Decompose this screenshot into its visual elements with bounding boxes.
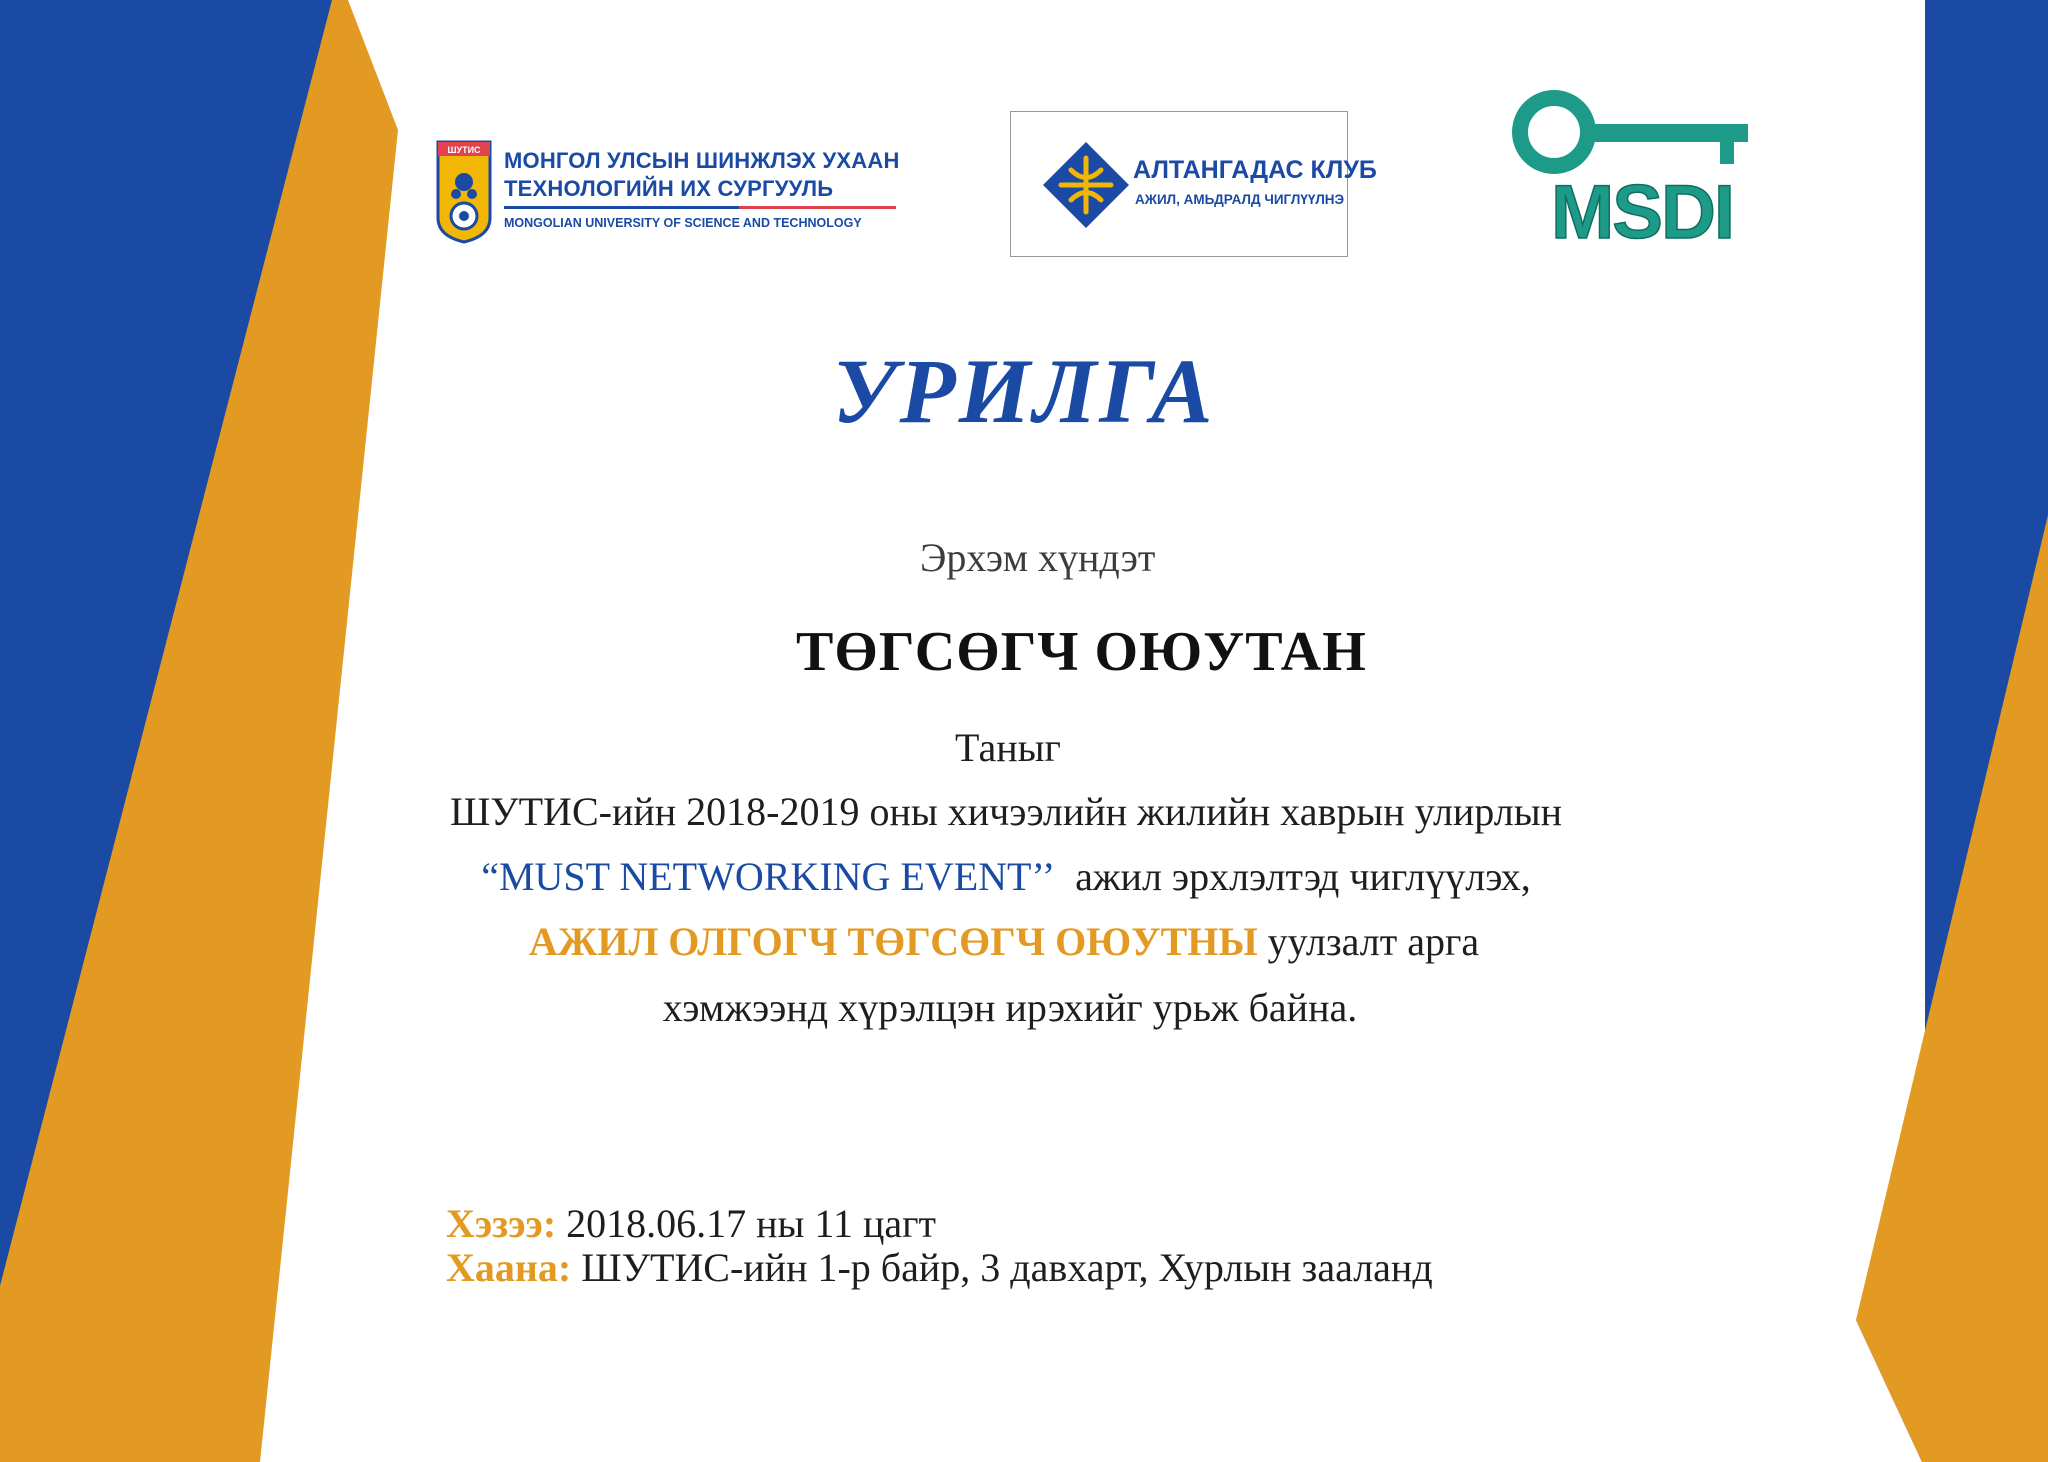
highlight-text: АЖИЛ ОЛГОГЧ ТӨГСӨГЧ ОЮУТНЫ [528,919,1258,964]
body-line-highlight [0,918,2028,965]
detail-where [446,1244,1433,1291]
altangadas-logo [1010,111,1377,257]
msdi-wordmark: MSDI [1551,170,1733,246]
where-label: Хаана: [446,1245,572,1290]
when-value: 2018.06.17 ны 11 цагт [566,1201,936,1246]
body-line-you: Таныг [955,725,1061,770]
must-name-english: MONGOLIAN UNIVERSITY OF SCIENCE AND TECHNOLOGY [504,216,862,230]
body-line-semester: ШУТИС-ийн 2018-2019 оны хичээлийн жилийн хаврын улирлын [449,789,1563,834]
key-shaft [1584,124,1748,142]
must-name-line-1: МОНГОЛ УЛСЫН ШИНЖЛЭХ УХААН [504,148,900,173]
must-logo [436,140,900,244]
body-line-event [0,853,2030,900]
when-label: Хэзээ: [446,1201,557,1246]
must-name-line-2: ТЕХНОЛОГИЙН ИХ СУРГУУЛЬ [504,176,834,201]
must-shield-icon [436,140,492,244]
highlight-suffix: уулзалт арга [1267,919,1480,964]
key-ring-icon [1520,98,1588,166]
altangadas-slogan: АЖИЛ, АМЬДРАЛД ЧИГЛҮҮЛНЭ [1135,192,1345,207]
invitation-title: УРИЛГА [832,340,1216,442]
must-divider [504,206,896,209]
must-badge-text: ШУТИС [447,145,481,155]
recipient: ТӨГСӨГЧ ОЮУТАН [796,621,1367,683]
event-suffix: ажил эрхлэлтэд чиглүүлэх, [1075,854,1531,899]
msdi-logo [1510,88,1760,246]
where-value: ШУТИС-ийн 1-р байр, 3 давхарт, Хурлын зааланд [581,1245,1433,1290]
altangadas-name: АЛТАНГАДАС КЛУБ [1133,156,1377,184]
must-badge [439,143,489,155]
greeting: Эрхэм хүндэт [920,535,1156,580]
event-name: “MUST NETWORKING EVENT’’ [481,854,1056,899]
body-line-closing: хэмжээнд хүрэлцэн ирэхийг урьж байна. [662,985,1358,1030]
diamond-knot-icon [1041,140,1131,230]
detail-when [446,1200,936,1247]
